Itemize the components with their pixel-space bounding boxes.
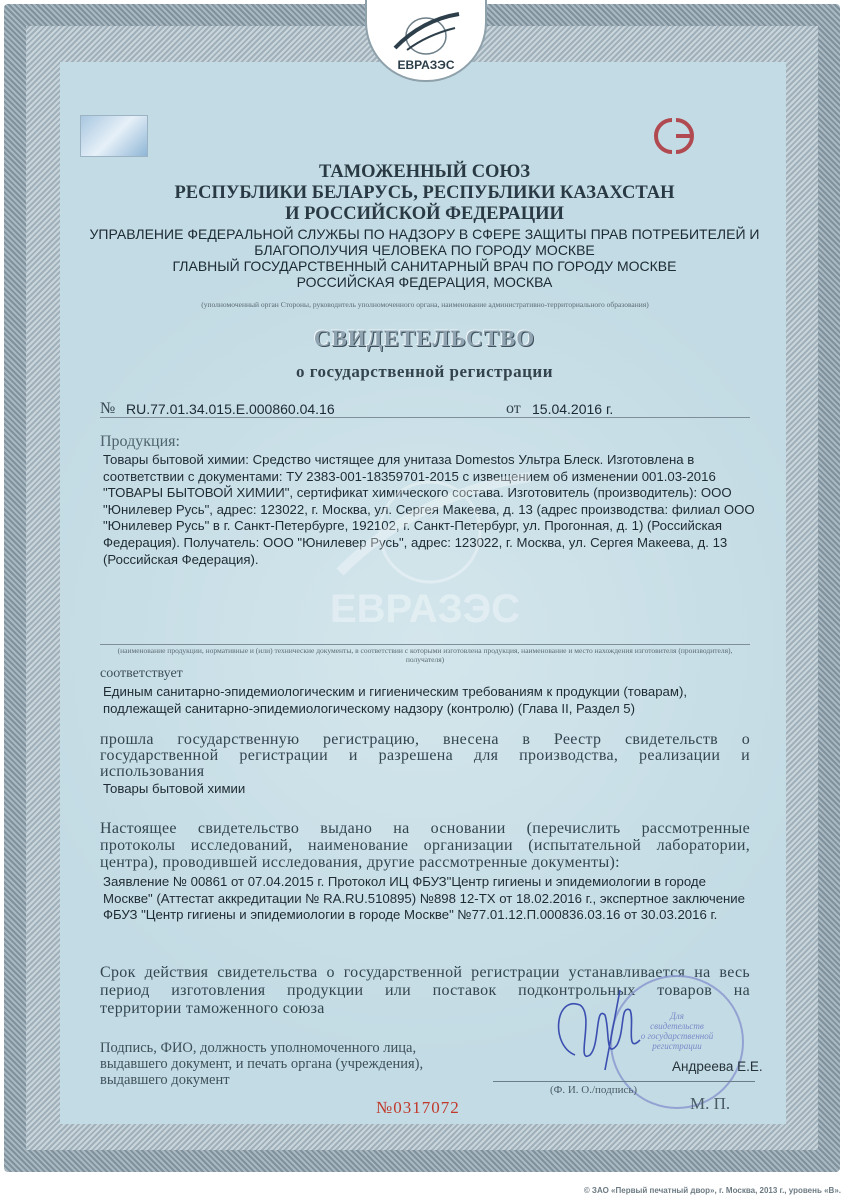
registration-line: использования	[100, 763, 205, 780]
signature-note: (Ф. И. О./подпись)	[550, 1084, 638, 1096]
product-underline	[100, 644, 750, 645]
date-label: от	[506, 400, 521, 417]
signature-caption-line: Подпись, ФИО, должность уполномоченного лица,	[100, 1040, 417, 1056]
union-title	[0, 162, 849, 225]
product-line: "Юнилевер Русь", адрес: 123022, г. Москва, ул. Сергея Макеева, д. 13 (адрес производства: филиал ООО	[103, 501, 755, 517]
product-line: соответствии с документами: ТУ 2383-001-18359701-2015 с извещением об изменении 001.03-2016	[103, 468, 716, 484]
product-line: (Российская Федерация).	[103, 551, 259, 567]
agency-line: РОССИЙСКАЯ ФЕДЕРАЦИЯ, МОСКВА	[296, 274, 553, 290]
basis-line: протоколы исследований, наименование организации (испытательной лаборатории,	[100, 837, 750, 854]
compliance-label: соответствует	[100, 666, 183, 681]
evrazes-watermark	[300, 472, 550, 632]
signature-caption-line: выдавшего документ, и печать органа (учреждения),	[100, 1056, 424, 1072]
signature-caption	[100, 1040, 423, 1088]
basis-line: Настоящее свидетельство выдано на основании (перечислить рассмотренные	[100, 820, 750, 837]
watermark-text: ЕВРАЗЭС	[329, 587, 521, 631]
signature-caption-line: выдавшего документ	[100, 1072, 230, 1088]
validity-line: территории таможенного союза	[100, 1000, 325, 1017]
compliance-line: Единым санитарно-эпидемиологическим и гигиеническим требованиям к продукции (товарам),	[103, 684, 688, 699]
agency-line: ГЛАВНЫЙ ГОСУДАРСТВЕННЫЙ САНИТАРНЫЙ ВРАЧ ПО ГОРОДУ МОСКВЕ	[172, 258, 677, 274]
seal-label: М. П.	[690, 1094, 731, 1113]
product-line: Федерация). Получатель: ООО "Юнилевер Русь", адрес: 123022, г. Москва, ул. Сергея Макеева, д. 13	[103, 534, 728, 550]
basis-document-line: ФБУЗ "Центр гигиены и эпидемиологии в городе Москве" №77.01.12.П.000836.03.16 от 30.03.2016 г.	[103, 907, 718, 923]
title-line: И РОССИЙСКОЙ ФЕДЕРАЦИИ	[285, 204, 564, 224]
printer-footer: © ЗАО «Первый печатный двор», г. Москва, 2013 г., уровень «В».	[583, 1186, 841, 1195]
agency-line: БЛАГОПОЛУЧИЯ ЧЕЛОВЕКА ПО ГОРОДУ МОСКВЕ	[254, 242, 595, 258]
se-mark-icon	[646, 112, 702, 160]
certificate-date: 15.04.2016 г.	[532, 401, 614, 417]
title-line: РЕСПУБЛИКИ БЕЛАРУСЬ, РЕСПУБЛИКИ КАЗАХСТАН	[174, 183, 675, 203]
compliance-line: подлежащей санитарно-эпидемиологическому надзору (контролю) (Глава II, Раздел 5)	[103, 700, 636, 716]
basis-document-line: Москве" (Аттестат аккредитации № RA.RU.510895) №898 12-ТХ от 18.02.2016 г., экспертное заключение	[103, 890, 746, 906]
compliance-text	[103, 684, 753, 717]
registration-text	[100, 732, 750, 780]
registration-line: государственной регистрации и разрешена для производства, реализации и	[100, 747, 750, 764]
basis-text	[100, 820, 750, 871]
certificate-subtitle: о государственной регистрации	[295, 362, 554, 381]
basis-documents	[103, 874, 753, 924]
stamp-line: регистрации	[652, 1041, 702, 1051]
signer-name: Андреева Е.Е.	[672, 1059, 763, 1074]
product-line: "ТОВАРЫ БЫТОВОЙ ХИМИИ", сертификат химического состава. Изготовитель (производитель): ООО	[103, 485, 732, 501]
basis-document-line: Заявление № 00861 от 07.04.2015 г. Протокол ИЦ ФБУЗ"Центр гигиены и эпидемиологии в городе	[103, 874, 706, 889]
stamp-line: свидетельств	[650, 1021, 704, 1031]
number-label: №	[100, 400, 116, 417]
agency-block	[0, 226, 849, 290]
agency-note: (уполномоченный орган Стороны, руководитель уполномоченного органа, наименование административно-территориального образования)	[201, 300, 649, 309]
stamp-line: о государственной	[640, 1031, 714, 1041]
product-label: Продукция:	[100, 433, 180, 450]
evrazes-logo	[365, 0, 487, 82]
signature-line	[493, 1081, 755, 1082]
validity-line: Срок действия свидетельства о государственной регистрации устанавливается на весь	[100, 964, 750, 981]
agency-line: УПРАВЛЕНИЕ ФЕДЕРАЛЬНОЙ СЛУЖБЫ ПО НАДЗОРУ В СФЕРЕ ЗАЩИТЫ ПРАВ ПОТРЕБИТЕЛЕЙ И	[89, 226, 760, 242]
certificate-number: RU.77.01.34.015.Е.000860.04.16	[126, 401, 335, 417]
validity-line: период изготовления продукции или поставок подконтрольных товаров на	[100, 982, 750, 999]
registration-usage: Товары бытовой химии	[103, 781, 246, 796]
logo-text: ЕВРАЗЭС	[397, 58, 455, 72]
stamp-line: Для	[670, 1011, 684, 1021]
product-line: Товары бытовой химии: Средство чистящее для унитаза Domestos Ультра Блеск. Изготовлена в	[103, 452, 695, 467]
number-underline	[100, 417, 750, 418]
basis-line: центра), проводившей исследования, другие рассмотренные документы):	[100, 854, 620, 871]
certificate-title: СВИДЕТЕЛЬСТВО	[313, 326, 536, 351]
title-line: ТАМОЖЕННЫЙ СОЮЗ	[318, 162, 531, 182]
product-line: "Юнилевер Русь" в г. Санкт-Петербурге, 192102, г. Санкт-Петербург, ул. Прогонная, д. 1) (Российская	[103, 518, 723, 534]
blank-serial-number: №0317072	[376, 1098, 460, 1117]
registration-line: прошла государственную регистрацию, внесена в Реестр свидетельств о	[100, 731, 750, 748]
handwritten-signature	[545, 985, 655, 1075]
hologram-sticker	[80, 115, 148, 157]
product-note: (наименование продукции, нормативные и (или) технические документы, в соответствии с которыми изготовлена продукция, наименование и место нахождения изготовителя (производителя), получателя)	[117, 646, 733, 664]
